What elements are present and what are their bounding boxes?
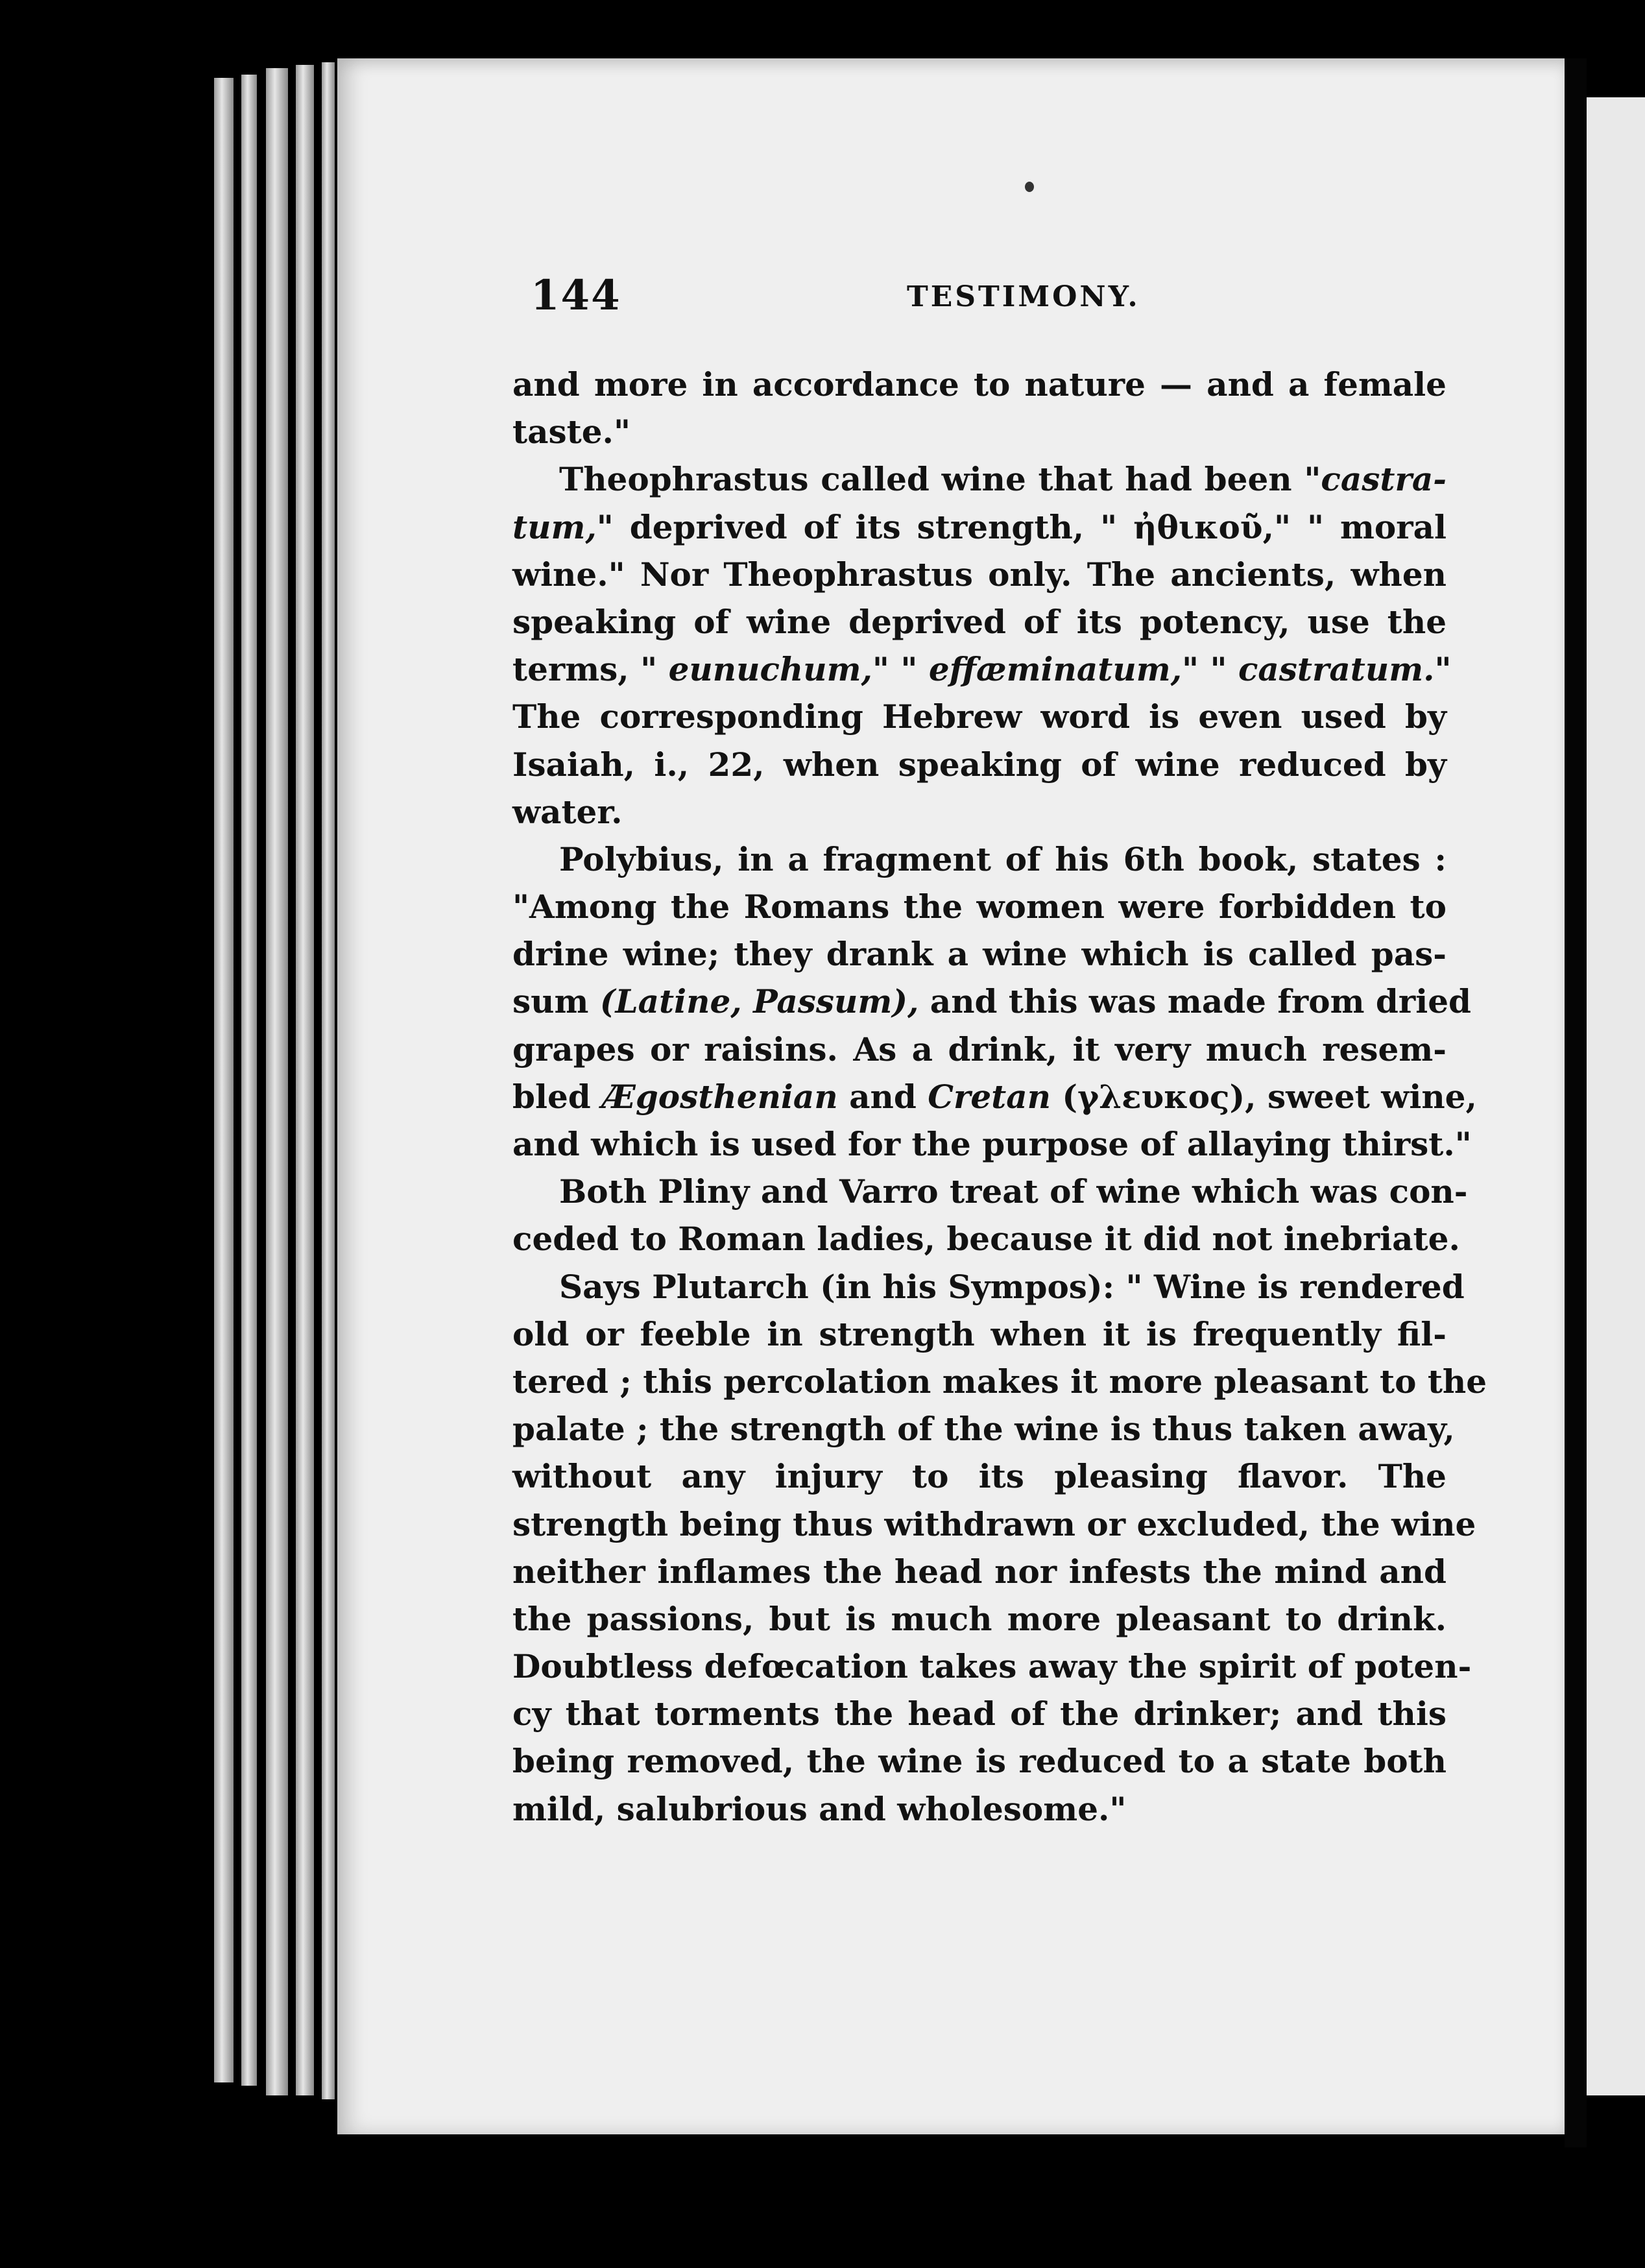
italic-text: Ægosthenian: [602, 1077, 838, 1116]
text-line: [512, 645, 1452, 693]
text-segment: Theophrastus called wine that had been ": [559, 460, 1321, 499]
text-segment: and which is used for the purpose of allaying thirst.": [512, 1125, 1472, 1163]
text-segment: Polybius, in a fragment of his 6th book, states :: [559, 839, 1447, 878]
text-segment: " deprived of its strength, " ἠθικοῦ," " moral: [596, 507, 1447, 546]
text-line: [512, 788, 1447, 836]
page-edge: [266, 68, 288, 2095]
text-segment: tered ; this percolation makes it more pleasant to the: [512, 1362, 1487, 1401]
page-edge: [322, 62, 335, 2099]
text-line: [512, 1643, 1472, 1690]
text-segment: being removed, the wine is reduced to a state both: [512, 1742, 1447, 1781]
italic-text: castra-: [1321, 460, 1447, 499]
text-segment: " ": [872, 650, 929, 689]
ink-speck: [1025, 182, 1034, 192]
text-line: [512, 930, 1447, 978]
text-line: [512, 1405, 1455, 1453]
page-edge: [296, 65, 314, 2095]
text-line: [512, 1595, 1447, 1643]
text-segment: Doubtless defœcation takes away the spirit of poten-: [512, 1647, 1472, 1686]
text-segment: ceded to Roman ladies, because it did not inebriate.: [512, 1220, 1460, 1259]
text-line: [512, 598, 1447, 645]
text-line: [512, 1548, 1447, 1595]
text-line: [512, 1453, 1447, 1500]
text-line: [512, 1310, 1447, 1358]
text-line: [512, 1168, 1468, 1215]
italic-text: effæminatum,: [928, 650, 1183, 689]
running-head: [531, 271, 1465, 330]
text-segment: Says Plutarch (in his Sympos): " Wine is rendered: [559, 1267, 1465, 1306]
text-line: [512, 503, 1447, 551]
text-line: [512, 978, 1471, 1025]
body-text: [512, 361, 1487, 1833]
text-segment: Isaiah, i., 22, when speaking of wine reduced by: [512, 745, 1447, 784]
text-segment: cy that torments the head of the drinker; and this: [512, 1695, 1447, 1733]
text-segment: water.: [512, 792, 623, 831]
text-segment: ": [1434, 650, 1452, 689]
text-segment: (γλευκος), sweet wine,: [1051, 1077, 1477, 1116]
text-segment: drine wine; they drank a wine which is called pas-: [512, 935, 1447, 974]
italic-text: (Latine, Passum),: [599, 982, 919, 1021]
text-segment: bled: [512, 1077, 603, 1116]
text-segment: Both Pliny and Varro treat of wine which was con-: [559, 1172, 1468, 1211]
text-segment: " ": [1182, 650, 1238, 689]
text-segment: and more in accordance to nature — and a female: [512, 365, 1447, 404]
text-line: [512, 1120, 1472, 1168]
text-line: [512, 1690, 1447, 1737]
italic-text: Cretan: [928, 1077, 1051, 1116]
italic-text: tum,: [512, 507, 597, 546]
text-segment: taste.": [512, 413, 631, 452]
text-segment: terms, ": [512, 650, 669, 689]
page-edge: [241, 75, 257, 2086]
text-segment: mild, salubrious and wholesome.": [512, 1789, 1127, 1828]
page-number: 144: [531, 271, 621, 320]
text-line: [512, 1026, 1447, 1073]
text-segment: strength being thus withdrawn or excluded, the wine: [512, 1504, 1476, 1543]
text-segment: neither inflames the head nor infests the mind and: [512, 1552, 1447, 1591]
text-line: [512, 408, 1447, 455]
text-line: [512, 741, 1447, 788]
text-line: [512, 836, 1447, 883]
text-line: [512, 1501, 1476, 1548]
text-segment: grapes or raisins. As a drink, it very much resem-: [512, 1030, 1447, 1068]
book-gutter: [1565, 58, 1587, 2147]
text-line: [512, 1215, 1460, 1262]
text-segment: the passions, but is much more pleasant to drink.: [512, 1599, 1447, 1638]
text-line: [512, 551, 1447, 598]
text-segment: sum: [512, 982, 600, 1021]
text-line: [512, 455, 1447, 503]
page-edge: [214, 78, 234, 2082]
facing-page-edge: [1587, 97, 1645, 2095]
text-segment: palate ; the strength of the wine is thus taken away,: [512, 1410, 1455, 1449]
text-line: [512, 693, 1447, 740]
text-line: [512, 883, 1447, 930]
text-segment: old or feeble in strength when it is frequently fil-: [512, 1314, 1447, 1353]
text-segment: "Among the Romans the women were forbidden to: [512, 887, 1447, 926]
text-segment: and: [837, 1077, 928, 1116]
text-segment: The corresponding Hebrew word is even used by: [512, 697, 1447, 736]
text-line: [512, 1737, 1447, 1785]
italic-text: castratum.: [1238, 650, 1435, 689]
text-line: [512, 1263, 1465, 1310]
text-line: [512, 361, 1447, 408]
text-line: [512, 1785, 1447, 1833]
text-segment: and this was made from dried: [919, 982, 1471, 1021]
text-segment: wine." Nor Theophrastus only. The ancients, when: [512, 555, 1447, 594]
running-title: TESTIMONY.: [907, 280, 1140, 313]
text-segment: speaking of wine deprived of its potency, use the: [512, 602, 1447, 641]
text-line: [512, 1358, 1487, 1405]
italic-text: eunuchum,: [668, 650, 872, 689]
text-segment: without any injury to its pleasing flavor. The: [512, 1457, 1447, 1496]
text-line: [512, 1073, 1477, 1120]
